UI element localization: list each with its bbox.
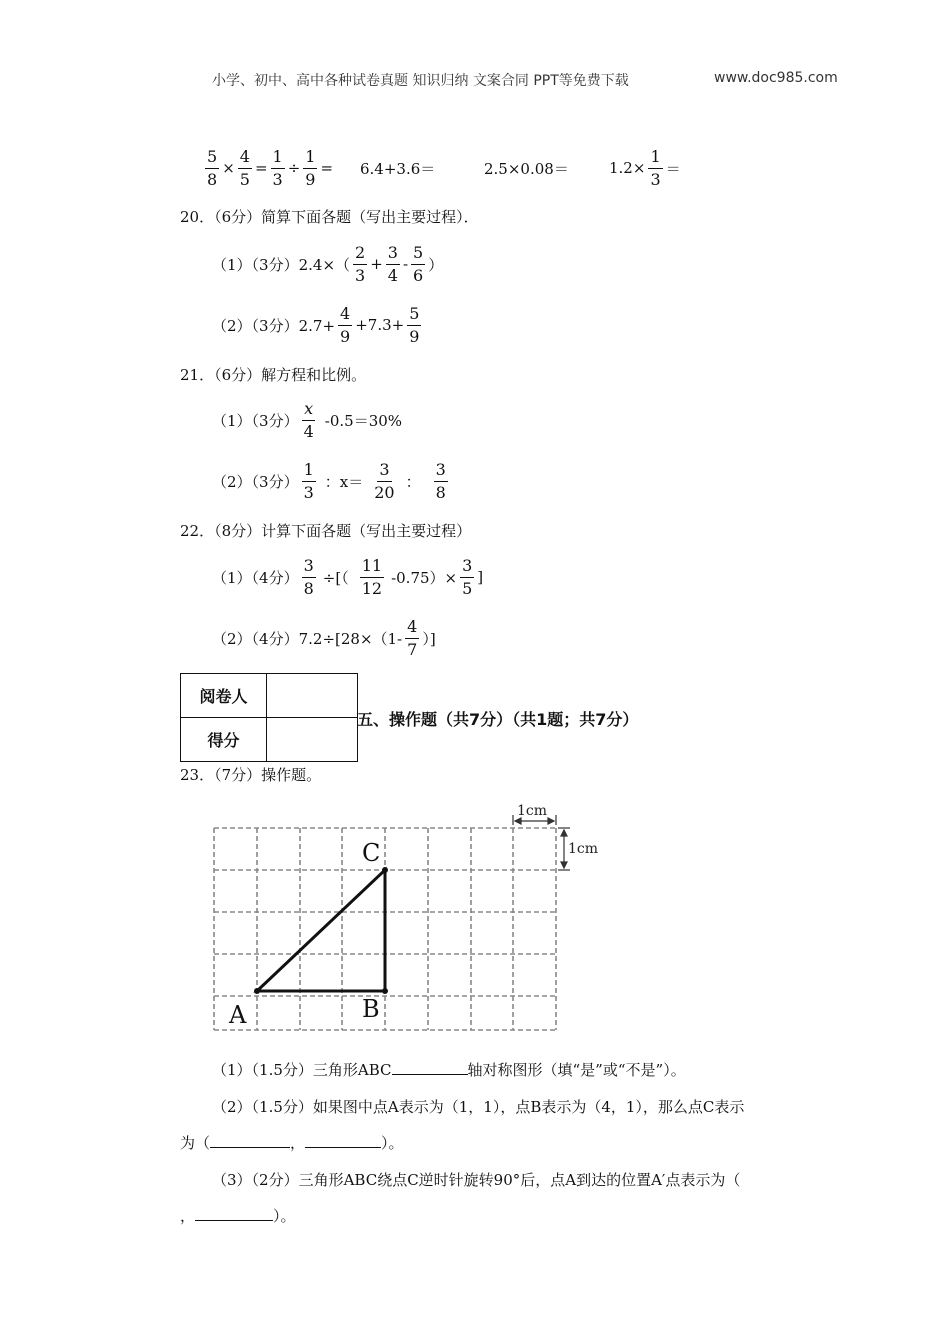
q19-expr-2: 6.4+3.6＝ <box>360 159 436 178</box>
q21-title: 21．（6分）解方程和比例。 <box>180 366 367 384</box>
score-cell <box>267 718 358 762</box>
fraction: $\frac{1}{3}$ <box>272 146 283 189</box>
reviewer-cell <box>267 674 358 718</box>
q19-expr-1: $\frac{5}{8}$ × $\frac{4}{5}$ = $\frac{1}{3}$ ÷ $\frac{1}{9}$ = <box>207 146 334 189</box>
q20-part-1: （1）（3分）2.4×（ $\frac{2}{3}$ + $\frac{3}{4}$ - $\frac{5}{6}$ ） <box>212 242 444 285</box>
section-title: 五、操作题（共7分）（共1题；共7分） <box>357 710 639 729</box>
grid-figure <box>200 795 610 1040</box>
label-c: C <box>362 839 381 867</box>
label-a: A <box>229 1001 247 1029</box>
q22-part-2: （2）（4分）7.2÷[28×（1- $\frac{4}{7}$ ）] <box>212 616 436 659</box>
page-header-url: www.doc985.com <box>714 70 838 86</box>
scale-h-label: 1cm <box>517 803 548 819</box>
point-b <box>382 988 388 994</box>
point-a <box>254 988 260 994</box>
q22-title: 22．（8分）计算下面各题（写出主要过程） <box>180 522 472 540</box>
q23-part-3-cont: ， ）。 <box>180 1207 296 1225</box>
answer-blank[interactable] <box>210 1133 290 1148</box>
q23-part-2: （2）（1.5分）如果图中点A表示为（1，1），点B表示为（4，1），那么点C表示 <box>212 1098 745 1116</box>
fraction: $\frac{1}{3}$ <box>650 146 661 189</box>
q20-title: 20．（6分）简算下面各题（写出主要过程）． <box>180 208 479 226</box>
q19-expr-3: 2.5×0.08＝ <box>484 159 569 178</box>
q23-title: 23．（7分）操作题。 <box>180 766 322 784</box>
score-table <box>180 673 358 762</box>
answer-blank[interactable] <box>392 1060 468 1075</box>
q21-part-2: （2）（3分） $\frac{1}{3}$ ：x＝ $\frac{3}{20}$ ： $\frac{3}{8}$ <box>212 459 446 502</box>
reviewer-label: 阅卷人 <box>181 674 267 718</box>
q20-part-2: （2）（3分）2.7+ $\frac{4}{9}$ +7.3+ $\frac{5}{9}$ <box>212 303 420 346</box>
q22-part-1: （1）（4分） $\frac{3}{8}$ ÷[（ $\frac{11}{12}$ -0.75）× $\frac{3}{5}$ ] <box>212 555 484 598</box>
fraction: $\frac{5}{8}$ <box>207 146 218 189</box>
q19-expr-4: 1.2× $\frac{1}{3}$ ＝ <box>609 146 681 189</box>
point-c <box>382 867 388 873</box>
scale-v-label: 1cm <box>568 841 599 857</box>
triangle-abc <box>257 870 385 991</box>
fraction: $\frac{4}{5}$ <box>239 146 250 189</box>
score-label: 得分 <box>181 718 267 762</box>
q23-part-3: （3）（2分）三角形ABC绕点C逆时针旋转90°后，点A到达的位置A′点表示为（ <box>212 1171 741 1189</box>
label-b: B <box>362 995 380 1023</box>
answer-blank[interactable] <box>195 1206 273 1221</box>
q23-part-1: （1）（1.5分）三角形ABC 轴对称图形（填“是”或“不是”）。 <box>212 1061 686 1079</box>
answer-blank[interactable] <box>305 1133 381 1148</box>
page-header-text: 小学、初中、高中各种试卷真题 知识归纳 文案合同 PPT等免费下载 <box>212 73 629 89</box>
q21-part-1: （1）（3分） $\frac{x}{4}$ -0.5＝30% <box>212 398 403 441</box>
q23-part-2-cont: 为（ ， ）。 <box>180 1134 404 1152</box>
fraction: $\frac{1}{9}$ <box>305 146 316 189</box>
